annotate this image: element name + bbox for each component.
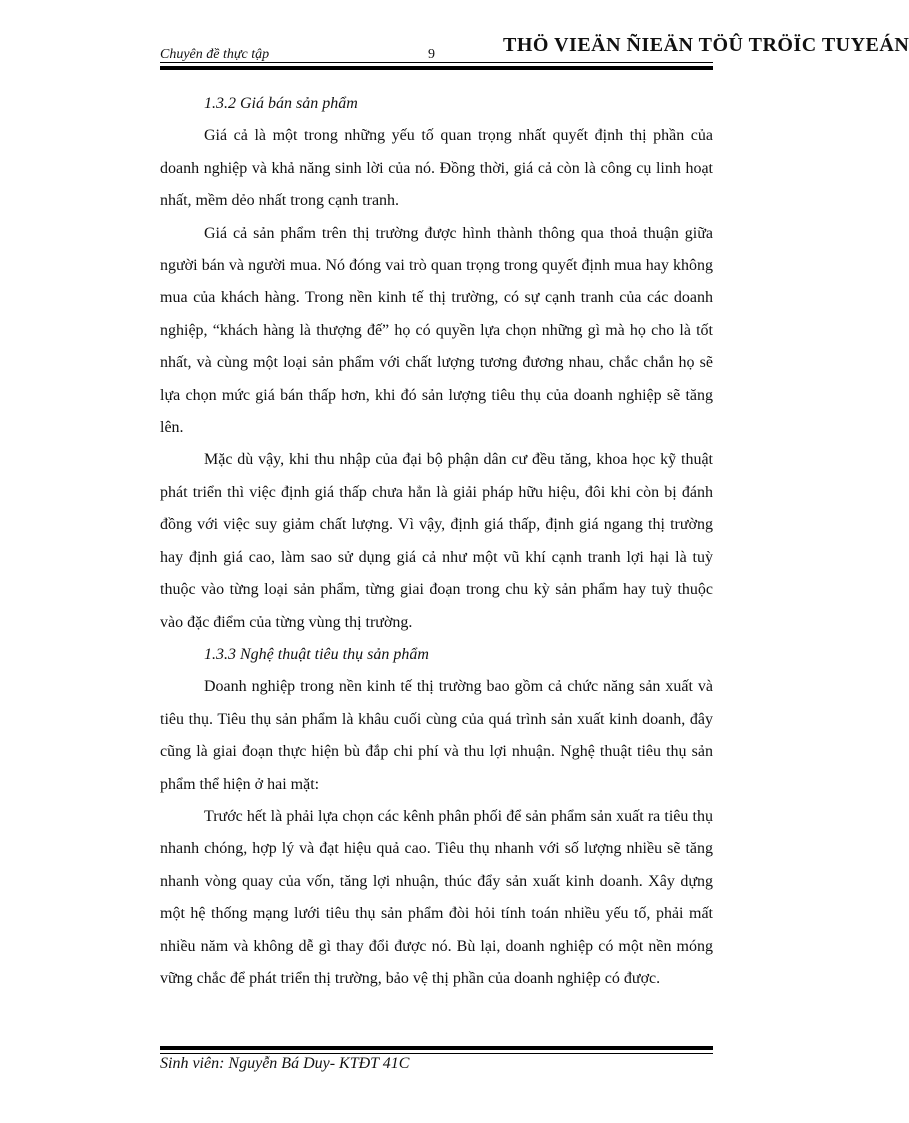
footer-author: Sinh viên: Nguyễn Bá Duy- KTĐT 41C [160, 1055, 410, 1072]
footer-rule-thin [160, 1053, 713, 1054]
header-title: Chuyên đề thực tập [160, 47, 270, 62]
footer-rule-thick [160, 1046, 713, 1050]
section-heading-sales-art: 1.3.3 Nghệ thuật tiêu thụ sản phẩm [204, 645, 429, 663]
header-rule-thick [160, 66, 713, 70]
document-body [160, 88, 713, 995]
paragraph: Doanh nghiệp trong nền kinh tế thị trường bao gồm cả chức năng sản xuất và tiêu thụ. Tiêu thụ sản phẩm là khâu cuối cùng của quá trình sản xuất kinh doanh, đây cũng là giai đoạn thực hiện bù đắp chi phí và thu lợi nhuận. Nghệ thuật tiêu thụ sản phẩm thể hiện ở hai mặt: [160, 678, 713, 793]
page-number: 9 [428, 47, 435, 62]
paragraph: Giá cả là một trong những yếu tố quan trọng nhất quyết định thị phần của doanh nghiệp và khả năng sinh lời của nó. Đồng thời, giá cả còn là công cụ linh hoạt nhất, mềm dẻo nhất trong cạnh tranh. [160, 127, 713, 210]
watermark-text: THÖ VIEÄN ÑIEÄN TÖÛ TRÖÏC TUYEÁN [503, 34, 909, 56]
paragraph: Mặc dù vậy, khi thu nhập của đại bộ phận dân cư đều tăng, khoa học kỹ thuật phát triển thì việc định giá thấp chưa hẳn là giải pháp hữu hiệu, đôi khi còn bị đánh đồng với việc suy giảm chất lượng. Vì vậy, định giá thấp, định giá ngang thị trường hay định giá cao, làm sao sử dụng giá cả như một vũ khí cạnh tranh lợi hại là tuỳ thuộc vào từng loại sản phẩm, từng giai đoạn trong chu kỳ sản phẩm hay tuỳ thuộc vào đặc điểm của từng vùng thị trường. [160, 451, 713, 631]
paragraph: Giá cả sản phẩm trên thị trường được hình thành thông qua thoả thuận giữa người bán và người mua. Nó đóng vai trò quan trọng trong quyết định mua hay không mua của khách hàng. Trong nền kinh tế thị trường, có sự cạnh tranh của các doanh nghiệp, “khách hàng là thượng đế” họ có quyền lựa chọn những gì mà họ cho là tốt nhất, và cùng một loại sản phẩm với chất lượng tương đương nhau, chắc chắn họ sẽ lựa chọn mức giá bán thấp hơn, khi đó sản lượng tiêu thụ của doanh nghiệp sẽ tăng lên. [160, 224, 713, 437]
header-rule-thin [160, 62, 713, 63]
section-heading-pricing: 1.3.2 Giá bán sản phẩm [204, 95, 358, 112]
paragraph: Trước hết là phải lựa chọn các kênh phân phối để sản phẩm sản xuất ra tiêu thụ nhanh chóng, hợp lý và đạt hiệu quả cao. Tiêu thụ nhanh với số lượng nhiều sẽ tăng nhanh vòng quay của vốn, tăng lợi nhuận, thúc đẩy sản xuất kinh doanh. Xây dựng một hệ thống mạng lưới tiêu thụ sản phẩm đòi hỏi tính toán nhiều yếu tố, phải mất nhiều năm và không dễ gì thay đổi được nó. Bù lại, doanh nghiệp có một nền móng vững chắc để phát triển thị trường, bảo vệ thị phần của doanh nghiệp có được. [160, 807, 713, 987]
